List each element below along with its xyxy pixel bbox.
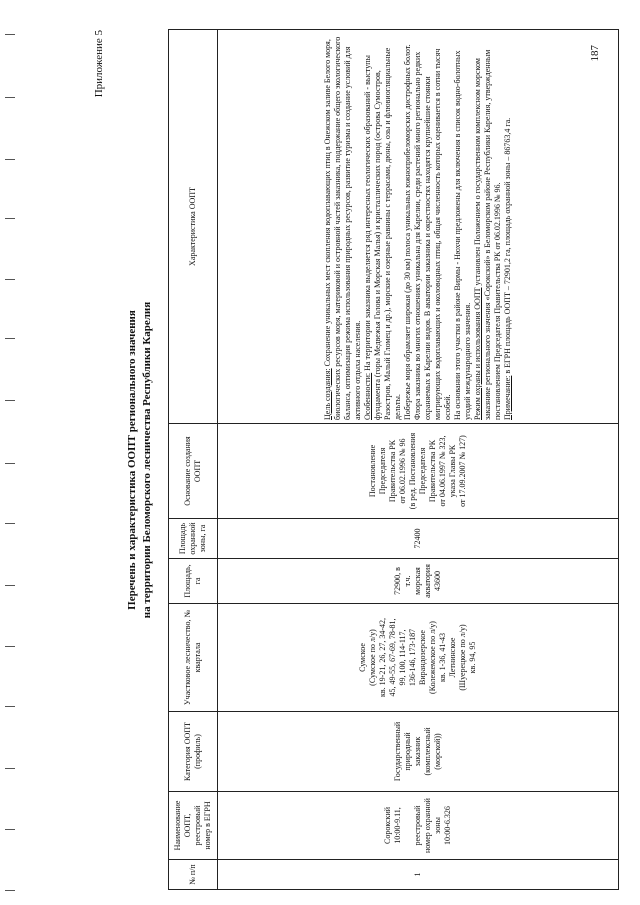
- rotated-page: [25, 30, 615, 890]
- cell-line: указа Главы РК: [448, 444, 457, 498]
- paragraph-heading: Примечание:: [503, 375, 512, 420]
- paragraph-text: На территории заказника выделяется ряд интересных геологических образований - выступы фундамента (горы Медвежья Голова и Морская Малья) и кристаллических пород (острова Сумостров, Разостров, Малый Гломец и др.), морские и озерные равнины с террасами, дюны, озы и флювиогляциальные дельты.: [363, 47, 402, 420]
- cell-line: 99, 100, 114-117,: [398, 629, 407, 686]
- header-area: Площадь, га: [169, 559, 218, 604]
- cell-line: кв. 94, 95: [468, 641, 477, 674]
- appendix-label: Приложение 5: [93, 30, 105, 98]
- header-category: Категория ООПТ (профиль): [169, 712, 218, 792]
- cell-line: Председателя: [378, 447, 387, 495]
- cell-line: 10:00-6.326: [443, 806, 452, 845]
- cell-area: [218, 559, 619, 604]
- table-row: [218, 30, 619, 890]
- cell-basis: [218, 424, 619, 519]
- cell-line: (комплексный: [423, 727, 432, 776]
- paragraph-text: Сохранение уникальных мест скопления водоплавающих птиц в Онежском заливе Белого моря, биологических ресурсов моря, материковой и островной частей заказника, поддержание общего экологического баланса, оптимизация режима использования природных ресурсов, развитие туризма и создание условий для активного отдыха населения.: [323, 36, 362, 420]
- characteristics-paragraph: [503, 33, 513, 420]
- characteristics-paragraph: [403, 33, 413, 420]
- paragraph-text: На основании этого участки в районе Вирмы - Нюхчи предложены для включения в список водно-болотных угодий международного значения.: [453, 50, 472, 420]
- margin-mark: [5, 218, 15, 219]
- margin-mark: [5, 890, 15, 891]
- characteristics-paragraph: [453, 33, 473, 420]
- cell-plots: [218, 604, 619, 712]
- paragraph-text: Побережье моря обрамляет широкая (до 30 км) полоса уникальных южноприбеломорских дистрофных болот.: [403, 44, 412, 420]
- cell-category: [218, 712, 619, 792]
- margin-mark: [5, 646, 15, 647]
- characteristics-paragraph: [363, 33, 403, 420]
- paragraph-text: установлен Положением о государственном комплексном морском заказнике регионального значения «Сорокский» в Беломорском районе Республики Карелия, утвержденным постановлением Председателя Правительства РК от 06.02.1996 № 96.: [473, 49, 502, 420]
- cell-line: (Шуерецкое по л/у): [458, 624, 467, 691]
- margin-mark: [5, 400, 15, 401]
- margin-mark: [5, 279, 15, 280]
- cell-line: 72900, в: [393, 567, 402, 595]
- characteristics-paragraph: [413, 33, 453, 420]
- cell-line: заказник: [413, 736, 422, 767]
- margin-mark: [5, 585, 15, 586]
- cell-line: 43600: [433, 571, 442, 591]
- cell-line: Летнинское: [448, 637, 457, 678]
- cell-line: Сорокский: [383, 806, 392, 845]
- header-buffer: Площадь охранной зоны, га: [169, 519, 218, 559]
- paragraph-text: Флора заказника во многих отношениях уникальна для Карелии, среди растений много регионально редких охраняемых в Карелии видов. В акватории заказника и окрестностях находятся крупнейшие стоянки мигрирующих водоплавающих и околоводных птиц, общая численность которых оценивается в сотни тысяч особей.: [413, 48, 452, 420]
- cell-line: природный: [403, 732, 412, 771]
- characteristics-paragraph: [473, 33, 503, 420]
- table-header-row: [169, 30, 218, 890]
- cell-line: 136-146, 173-187: [408, 628, 417, 687]
- cell-line: 45, 49-55, 67-69, 78-81,: [388, 618, 397, 697]
- cell-line: от 06.02.1996 № 96: [398, 438, 407, 504]
- cell-line: от 17.09.2007 № 127): [458, 435, 467, 507]
- cell-line: Вирандозерское: [418, 630, 427, 685]
- margin-mark: [5, 159, 15, 160]
- cell-line: от 04.06.1997 № 323,: [438, 435, 447, 507]
- cell-name: [218, 792, 619, 860]
- cell-line: кв. 19-21, 26, 27, 34-42,: [378, 618, 387, 697]
- cell-line: (Колежемское по л/у): [428, 621, 437, 694]
- cell-line: зоны: [433, 817, 442, 834]
- header-characteristics: Характеристика ООПТ: [169, 30, 218, 424]
- cell-line: Правительства РК: [428, 439, 437, 503]
- margin-mark: [5, 338, 15, 339]
- cell-line: (Сумское по л/у): [368, 629, 377, 686]
- cell-line: т.ч.: [403, 575, 412, 587]
- margin-mark: [5, 523, 15, 524]
- margin-mark: [5, 97, 15, 98]
- margin-mark: [5, 829, 15, 830]
- header-plots: Участковое лесничество, № квартала: [169, 604, 218, 712]
- cell-line: [403, 795, 413, 856]
- header-num: № п/п: [169, 860, 218, 890]
- document-title: Перечень и характеристика ООПТ регионального значения: [126, 310, 138, 610]
- cell-line: 10:00-9.11,: [393, 807, 402, 844]
- header-name: Наименование ООПТ, реестровый номер в ЕГРН: [169, 792, 218, 860]
- cell-line: (в ред. Постановления: [408, 432, 417, 510]
- cell-line: морская: [413, 567, 422, 595]
- cell-line: реестровый: [413, 805, 422, 846]
- cell-line: (морской)): [433, 733, 442, 770]
- cell-characteristics: [218, 30, 619, 424]
- cell-line: Сумское: [358, 643, 367, 672]
- cell-line: акватория: [423, 564, 432, 598]
- paragraph-text: в ЕГРН площадь ООПТ – 72901,2 га, площадь охранной зоны – 86763,4 га.: [503, 117, 512, 376]
- cell-num: 1: [218, 860, 619, 890]
- cell-line: кв. 1-36, 41-43: [438, 633, 447, 682]
- cell-line: номер охранной: [423, 798, 432, 853]
- paragraph-heading: Цель создания:: [323, 368, 332, 420]
- paragraph-heading: Особенности:: [363, 372, 372, 420]
- page-number: 187: [589, 45, 601, 62]
- cell-line: Постановление: [368, 444, 377, 498]
- cell-line: Председателя: [418, 447, 427, 495]
- cell-buffer: 72400: [218, 519, 619, 559]
- oopt-table: [168, 29, 619, 890]
- margin-mark: [5, 463, 15, 464]
- cell-line: Государственный: [393, 721, 402, 782]
- document-subtitle: на территории Беломорского лесничества Республики Карелия: [141, 301, 153, 619]
- margin-mark: [5, 706, 15, 707]
- paragraph-heading: Режим охраны и использования ООПТ: [473, 287, 482, 420]
- cell-line: Правительства РК: [388, 439, 397, 503]
- margin-mark: [5, 34, 15, 35]
- header-basis: Основание создания ООПТ: [169, 424, 218, 519]
- characteristics-paragraph: [323, 33, 363, 420]
- margin-mark: [5, 768, 15, 769]
